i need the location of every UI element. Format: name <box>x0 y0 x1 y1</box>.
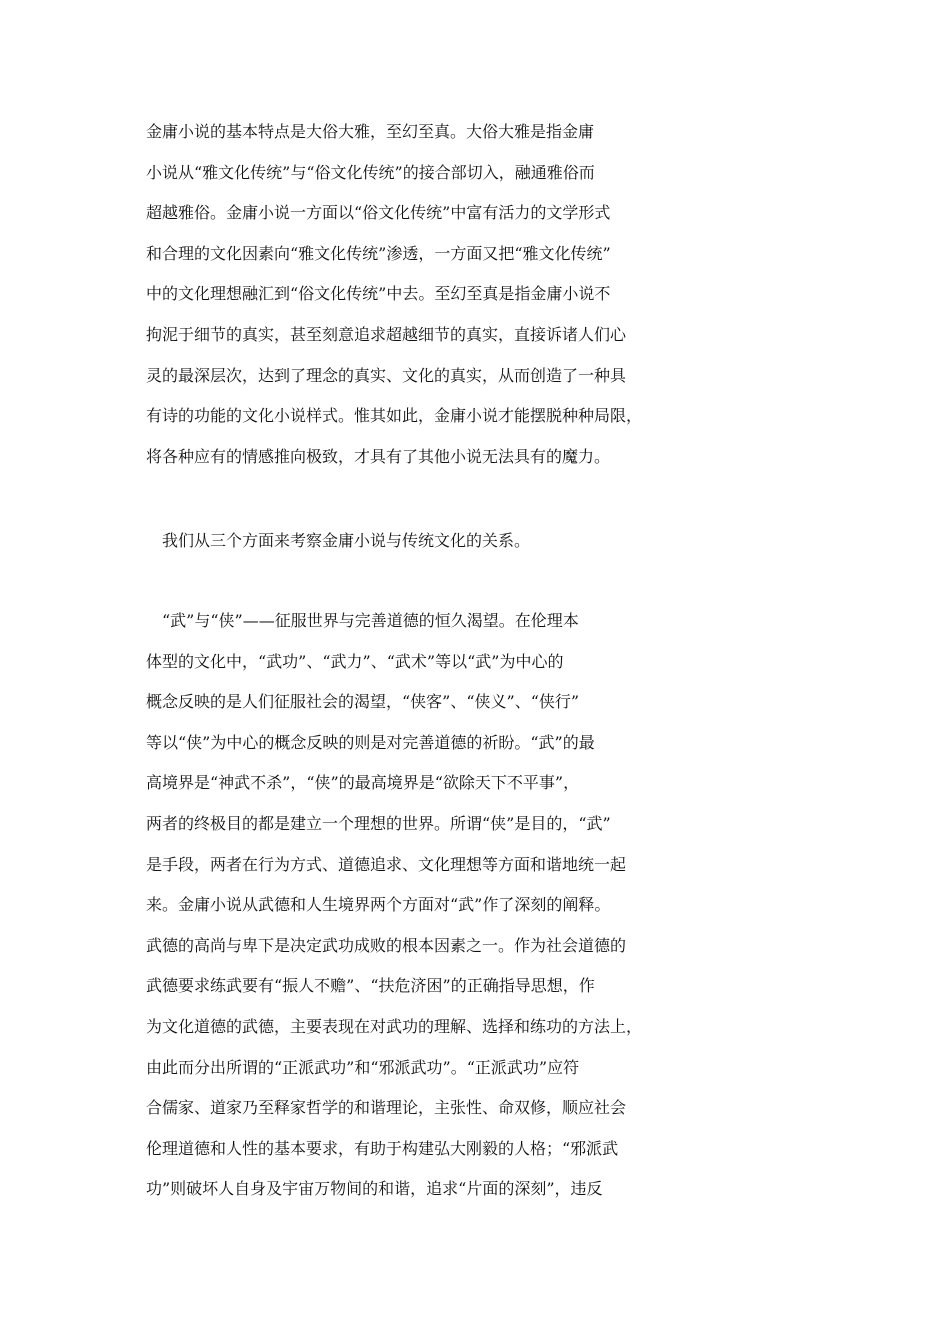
text-line: 概念反映的是人们征服社会的渴望，“侠客”、“侠义”、“侠行” <box>146 692 580 712</box>
text-line: 灵的最深层次，达到了理念的真实、文化的真实，从而创造了一种具 <box>146 365 627 385</box>
paragraph-intro <box>146 112 686 477</box>
text-line: 为文化道德的武德，主要表现在对武功的理解、选择和练功的方法上， <box>146 1016 643 1036</box>
text-line: “武”与“侠”——征服世界与完善道德的恒久渴望。在伦理本 <box>162 611 579 630</box>
text-line: 是手段，两者在行为方式、道德追求、文化理想等方面和谐地统一起 <box>146 854 627 874</box>
paragraph-wu-xia <box>146 601 686 1210</box>
text-line: 中的文化理想融汇到“俗文化传统”中去。至幻至真是指金庸小说不 <box>146 284 611 304</box>
text-line: 武德要求练武要有“振人不赡”、“扶危济困”的正确指导思想，作 <box>146 976 595 996</box>
text-line: 伦理道德和人性的基本要求，有助于构建弘大刚毅的人格；“邪派武 <box>146 1138 619 1158</box>
text-line: 功”则破坏人自身及宇宙万物间的和谐，追求“片面的深刻”，违反 <box>146 1179 603 1199</box>
text-line: 等以“侠”为中心的概念反映的则是对完善道德的祈盼。“武”的最 <box>146 732 595 752</box>
text-line: 超越雅俗。金庸小说一方面以“俗文化传统”中富有活力的文学形式 <box>146 203 611 223</box>
text-line: 和合理的文化因素向“雅文化传统”渗透，一方面又把“雅文化传统” <box>146 243 611 263</box>
text-line: 两者的终极目的都是建立一个理想的世界。所谓“侠”是目的，“武” <box>146 813 611 833</box>
text-line: 金庸小说的基本特点是大俗大雅，至幻至真。大俗大雅是指金庸 <box>146 122 595 141</box>
text-line: 有诗的功能的文化小说样式。惟其如此，金庸小说才能摆脱种种局限， <box>146 406 643 426</box>
text-line: 由此而分出所谓的“正派武功”和“邪派武功”。“正派武功”应符 <box>146 1057 580 1077</box>
text-line: 来。金庸小说从武德和人生境界两个方面对“武”作了深刻的阐释。 <box>146 895 611 915</box>
text-line: 高境界是“神武不杀”，“侠”的最高境界是“欲除天下不平事”， <box>146 773 580 793</box>
text-line: 体型的文化中，“武功”、“武力”、“武术”等以“武”为中心的 <box>146 651 564 671</box>
text-line: 将各种应有的情感推向极致，才具有了其他小说无法具有的魔力。 <box>146 446 611 466</box>
paragraph-overview <box>146 521 686 562</box>
text-line: 武德的高尚与卑下是决定武功成败的根本因素之一。作为社会道德的 <box>146 935 627 955</box>
text-line: 拘泥于细节的真实，甚至刻意追求超越细节的真实，直接诉诸人们心 <box>146 324 627 344</box>
text-line: 合儒家、道家乃至释家哲学的和谐理论，主张性、命双修，顺应社会 <box>146 1098 627 1118</box>
text-line: 小说从“雅文化传统”与“俗文化传统”的接合部切入，融通雅俗而 <box>146 162 595 182</box>
text-line: 我们从三个方面来考察金庸小说与传统文化的关系。 <box>162 531 531 550</box>
